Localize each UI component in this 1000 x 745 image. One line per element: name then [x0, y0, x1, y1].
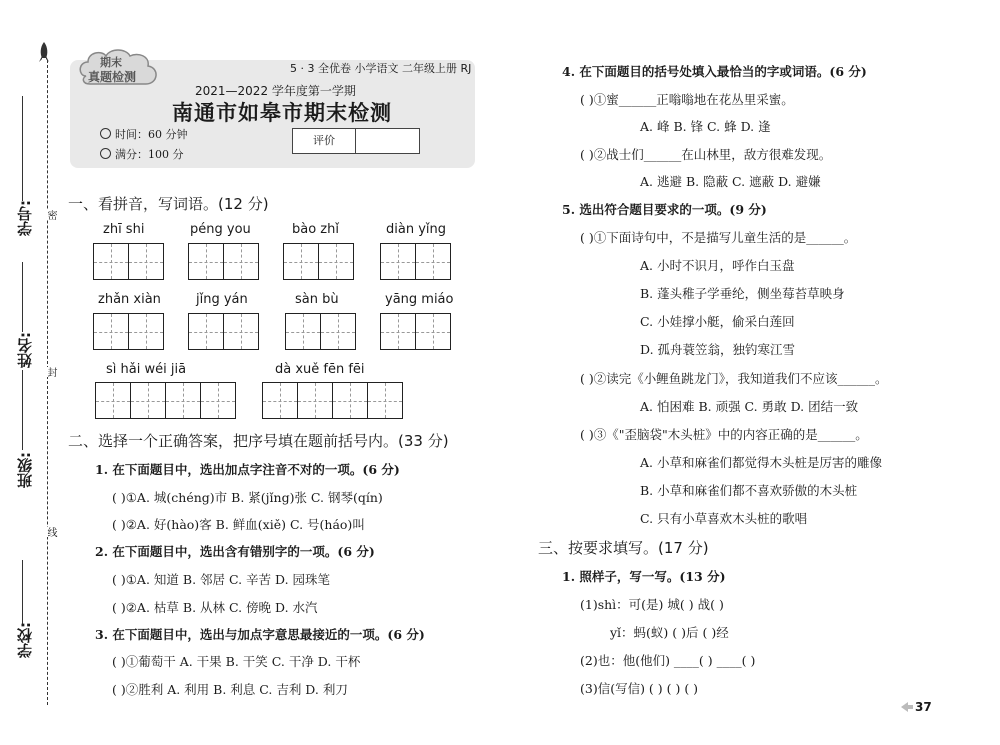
option-line[interactable]: ( )①A. 知道 B. 邻居 C. 辛苦 D. 园珠笔 — [112, 572, 331, 587]
exam-time: 时间：60 分钟 — [115, 128, 188, 141]
class-line — [22, 370, 23, 450]
student-id-line — [22, 96, 23, 201]
option-line[interactable]: ( )②A. 好(hào)客 B. 鲜血(xiě) C. 号(háo)叫 — [112, 517, 365, 532]
check-icon — [100, 148, 111, 159]
pinyin: bào zhǐ — [292, 222, 339, 237]
pinyin: dà xuě fēn fēi — [275, 362, 365, 377]
question-3-1: 1. 照样子，写一写。(13 分) — [562, 569, 726, 584]
pinyin: yāng miáo — [385, 292, 454, 307]
clock-icon — [100, 128, 111, 139]
option-line[interactable]: B. 蓬头稚子学垂纶，侧坐莓苔草映身 — [640, 286, 845, 301]
exam-title: 南通市如皋市期末检测 — [172, 101, 392, 125]
pinyin: jǐng yán — [196, 292, 248, 307]
section-2-title: 二、选择一个正确答案，把序号填在题前括号内。(33 分) — [68, 432, 449, 450]
badge-line1: 期末 — [100, 56, 122, 69]
option-line[interactable]: ( )②A. 枯草 B. 从林 C. 傍晚 D. 水汽 — [112, 600, 318, 615]
writing-grid[interactable] — [93, 243, 164, 280]
option-line[interactable]: B. 小草和麻雀们都不喜欢骄傲的木头桩 — [640, 483, 858, 498]
question-5: 5. 选出符合题目要求的一项。(9 分) — [562, 202, 767, 217]
school-label: 学校: — [16, 622, 34, 658]
fill-line[interactable]: (2)也：他(他们) ____( ) ____( ) — [580, 653, 756, 668]
name-label: 姓名: — [16, 332, 34, 368]
exam-score: 满分：100 分 — [115, 148, 184, 161]
question-2: 2. 在下面题目中，选出含有错别字的一项。(6 分) — [95, 544, 375, 559]
option-line[interactable]: ( )②胜利 A. 利用 B. 利息 C. 吉利 D. 利刀 — [112, 682, 348, 697]
writing-grid[interactable] — [188, 313, 259, 350]
evaluation-box[interactable] — [292, 128, 420, 154]
writing-grid[interactable] — [283, 243, 354, 280]
name-line — [22, 262, 23, 332]
option-line[interactable]: A. 逃避 B. 隐蔽 C. 遮蔽 D. 避嫌 — [640, 174, 821, 189]
writing-grid[interactable] — [262, 382, 403, 419]
fill-line[interactable]: ( )①蜜______正嗡嗡地在花丛里采蜜。 — [580, 92, 794, 107]
writing-grid[interactable] — [380, 313, 451, 350]
writing-grid[interactable] — [188, 243, 259, 280]
writing-grid[interactable] — [285, 313, 356, 350]
series-label: 5 · 3 全优卷 小学语文 二年级上册 RJ — [290, 62, 472, 75]
option-line[interactable]: A. 小时不识月，呼作白玉盘 — [640, 258, 795, 273]
seal-char-feng: 封 — [45, 367, 56, 377]
badge-line2: 真题检测 — [88, 70, 137, 84]
section-1-title: 一、看拼音，写词语。(12 分) — [68, 195, 269, 213]
page-number: 37 — [915, 700, 932, 714]
fill-line[interactable]: ( )②战士们______在山林里，敌方很难发现。 — [580, 147, 832, 162]
class-label: 班级: — [16, 452, 34, 488]
rocket-icon — [37, 42, 51, 64]
question-1: 1. 在下面题目中，选出加点字注音不对的一项。(6 分) — [95, 462, 400, 477]
writing-grid[interactable] — [95, 382, 236, 419]
pinyin: péng you — [190, 222, 251, 237]
pinyin: sì hǎi wéi jiā — [106, 362, 187, 377]
page-number-icon — [900, 700, 914, 714]
option-line[interactable]: C. 小娃撑小艇，偷采白莲回 — [640, 314, 795, 329]
option-line[interactable]: A. 峰 B. 锋 C. 蜂 D. 逢 — [640, 119, 771, 134]
option-line[interactable]: C. 只有小草喜欢木头桩的歌唱 — [640, 511, 808, 526]
option-line[interactable]: D. 孤舟蓑笠翁，独钓寒江雪 — [640, 342, 796, 357]
option-line[interactable]: A. 怕困难 B. 顽强 C. 勇敢 D. 团结一致 — [640, 399, 859, 414]
question-4: 4. 在下面题目的括号处填入最恰当的字或词语。(6 分) — [562, 64, 867, 79]
fill-line[interactable]: yǐ：蚂(蚁) ( )后 ( )经 — [610, 625, 729, 640]
question-3: 3. 在下面题目中，选出与加点字意思最接近的一项。(6 分) — [95, 627, 425, 642]
seal-char-mi: 密 — [45, 210, 56, 220]
fill-line[interactable]: ( )②读完《小鲤鱼跳龙门》，我知道我们不应该______。 — [580, 371, 888, 386]
binding-dashed-line — [47, 60, 48, 705]
pinyin: diàn yǐng — [386, 222, 446, 237]
student-id-label: 学号: — [16, 200, 34, 236]
evaluation-label: 评价 — [293, 129, 356, 153]
fill-line[interactable]: ( )③《"歪脑袋"木头桩》中的内容正确的是______。 — [580, 427, 868, 442]
option-line[interactable]: ( )①A. 城(chéng)市 B. 紧(jǐng)张 C. 钢琴(qín) — [112, 490, 383, 505]
school-year: 2021—2022 学年度第一学期 — [195, 84, 356, 98]
writing-grid[interactable] — [93, 313, 164, 350]
writing-grid[interactable] — [380, 243, 451, 280]
option-line[interactable]: A. 小草和麻雀们都觉得木头桩是厉害的雕像 — [640, 455, 882, 470]
pinyin: zhī shi — [103, 222, 145, 237]
fill-line[interactable]: (1)shì：可(是) 城( ) 战( ) — [580, 597, 724, 612]
seal-char-xian: 线 — [45, 527, 56, 537]
option-line[interactable]: ( )①葡萄干 A. 干果 B. 干笑 C. 干净 D. 干杯 — [112, 654, 361, 669]
fill-line[interactable]: (3)信(写信) ( ) ( ) ( ) — [580, 681, 699, 696]
fill-line[interactable]: ( )①下面诗句中，不是描写儿童生活的是______。 — [580, 230, 857, 245]
school-line — [22, 560, 23, 625]
pinyin: zhǎn xiàn — [98, 292, 161, 307]
pinyin: sàn bù — [295, 292, 339, 307]
section-3-title: 三、按要求填写。(17 分) — [538, 539, 709, 557]
